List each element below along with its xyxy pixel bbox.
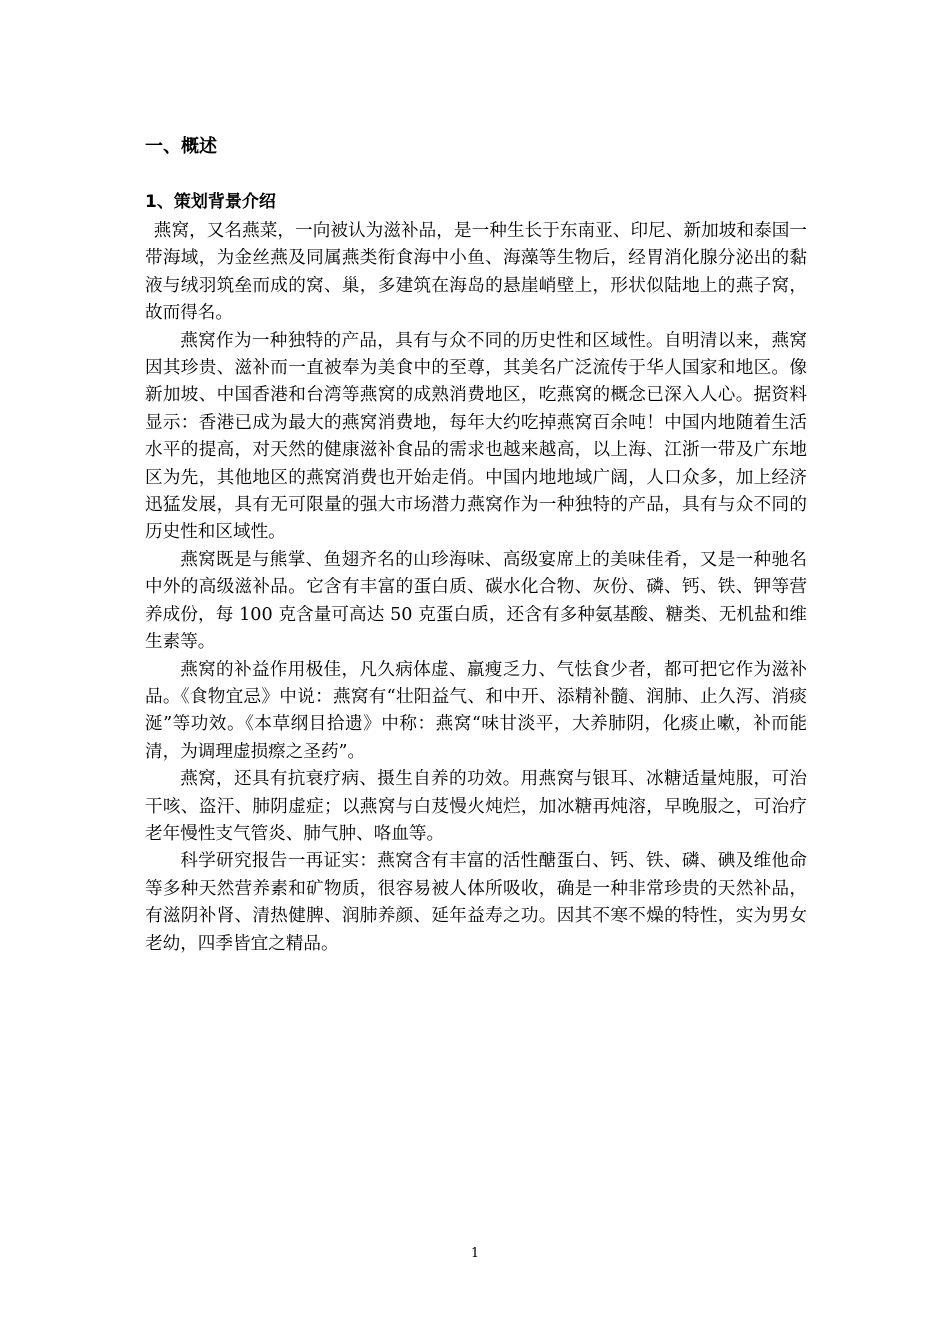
paragraph-remedies: 燕窝，还具有抗衰疗病、摄生自养的功效。用燕窝与银耳、冰糖适量炖服，可治干咳、盗汗、肺阴虚症；以燕窝与白芨慢火炖烂，加冰糖再炖溶，早晚服之，可治疗老年慢性支气管炎、肺气肿、咯血等。 (145, 769, 807, 844)
paragraph-benefits: 燕窝的补益作用极佳，凡久病体虚、羸瘦乏力、气怯食少者，都可把它作为滋补品。《食物宜忌》中说：燕窝有“壮阳益气、和中开、添精补髓、润肺、止久泻、消痰涎”等功效。《本草纲目拾遗》中称：燕窝“味甘淡平，大养肺阴，化痰止嗽，补而能清，为调理虚损瘵之圣药”。 (145, 659, 807, 762)
paragraph-research: 科学研究报告一再证实：燕窝含有丰富的活性醣蛋白、钙、铁、磷、碘及维他命等多种天然营养素和矿物质，很容易被人体所吸收，确是一种非常珍贵的天然补品，有滋阴补肾、清热健脾、润肺养颜、延年益寿之功。因其不寒不燥的特性，实为男女老幼，四季皆宜之精品。 (145, 851, 807, 954)
section-heading: 一、概述 (145, 136, 217, 157)
paragraph-nutrition: 燕窝既是与熊掌、鱼翅齐名的山珍海味、高级宴席上的美味佳肴，又是一种驰名中外的高级滋补品。它含有丰富的蛋白质、碳水化合物、灰份、磷、钙、铁、钾等营养成份，每 100 克含量可高达 50 克蛋白质，还含有多种氨基酸、糖类、无机盐和维生素等。 (145, 549, 807, 653)
subsection-heading: 1、策划背景介绍 (145, 192, 276, 212)
paragraph-intro: 燕窝，又名燕菜，一向被认为滋补品，是一种生长于东南亚、印尼、新加坡和泰国一带海域，为金丝燕及同属燕类衔食海中小鱼、海藻等生物后，经胃消化腺分泌出的黏液与绒羽筑垒而成的窝、巢，多建筑在海岛的悬崖峭壁上，形状似陆地上的燕子窝，故而得名。 (145, 221, 807, 324)
paragraph-history: 燕窝作为一种独特的产品，具有与众不同的历史性和区域性。自明清以来，燕窝因其珍贵、滋补而一直被奉为美食中的至尊，其美名广泛流传于华人国家和地区。像新加坡、中国香港和台湾等燕窝的成熟消费地区，吃燕窝的概念已深入人心。据资料显示：香港已成为最大的燕窝消费地，每年大约吃掉燕窝百余吨！中国内地随着生活水平的提高，对天然的健康滋补食品的需求也越来越高，以上海、江浙一带及广东地区为先，其他地区的燕窝消费也开始走俏。中国内地地域广阔，人口众多，加上经济迅猛发展，具有无可限量的强大市场潜力燕窝作为一种独特的产品，具有与众不同的历史性和区域性。 (145, 330, 807, 543)
page-number: 1 (470, 1246, 480, 1261)
body-text (145, 218, 807, 958)
